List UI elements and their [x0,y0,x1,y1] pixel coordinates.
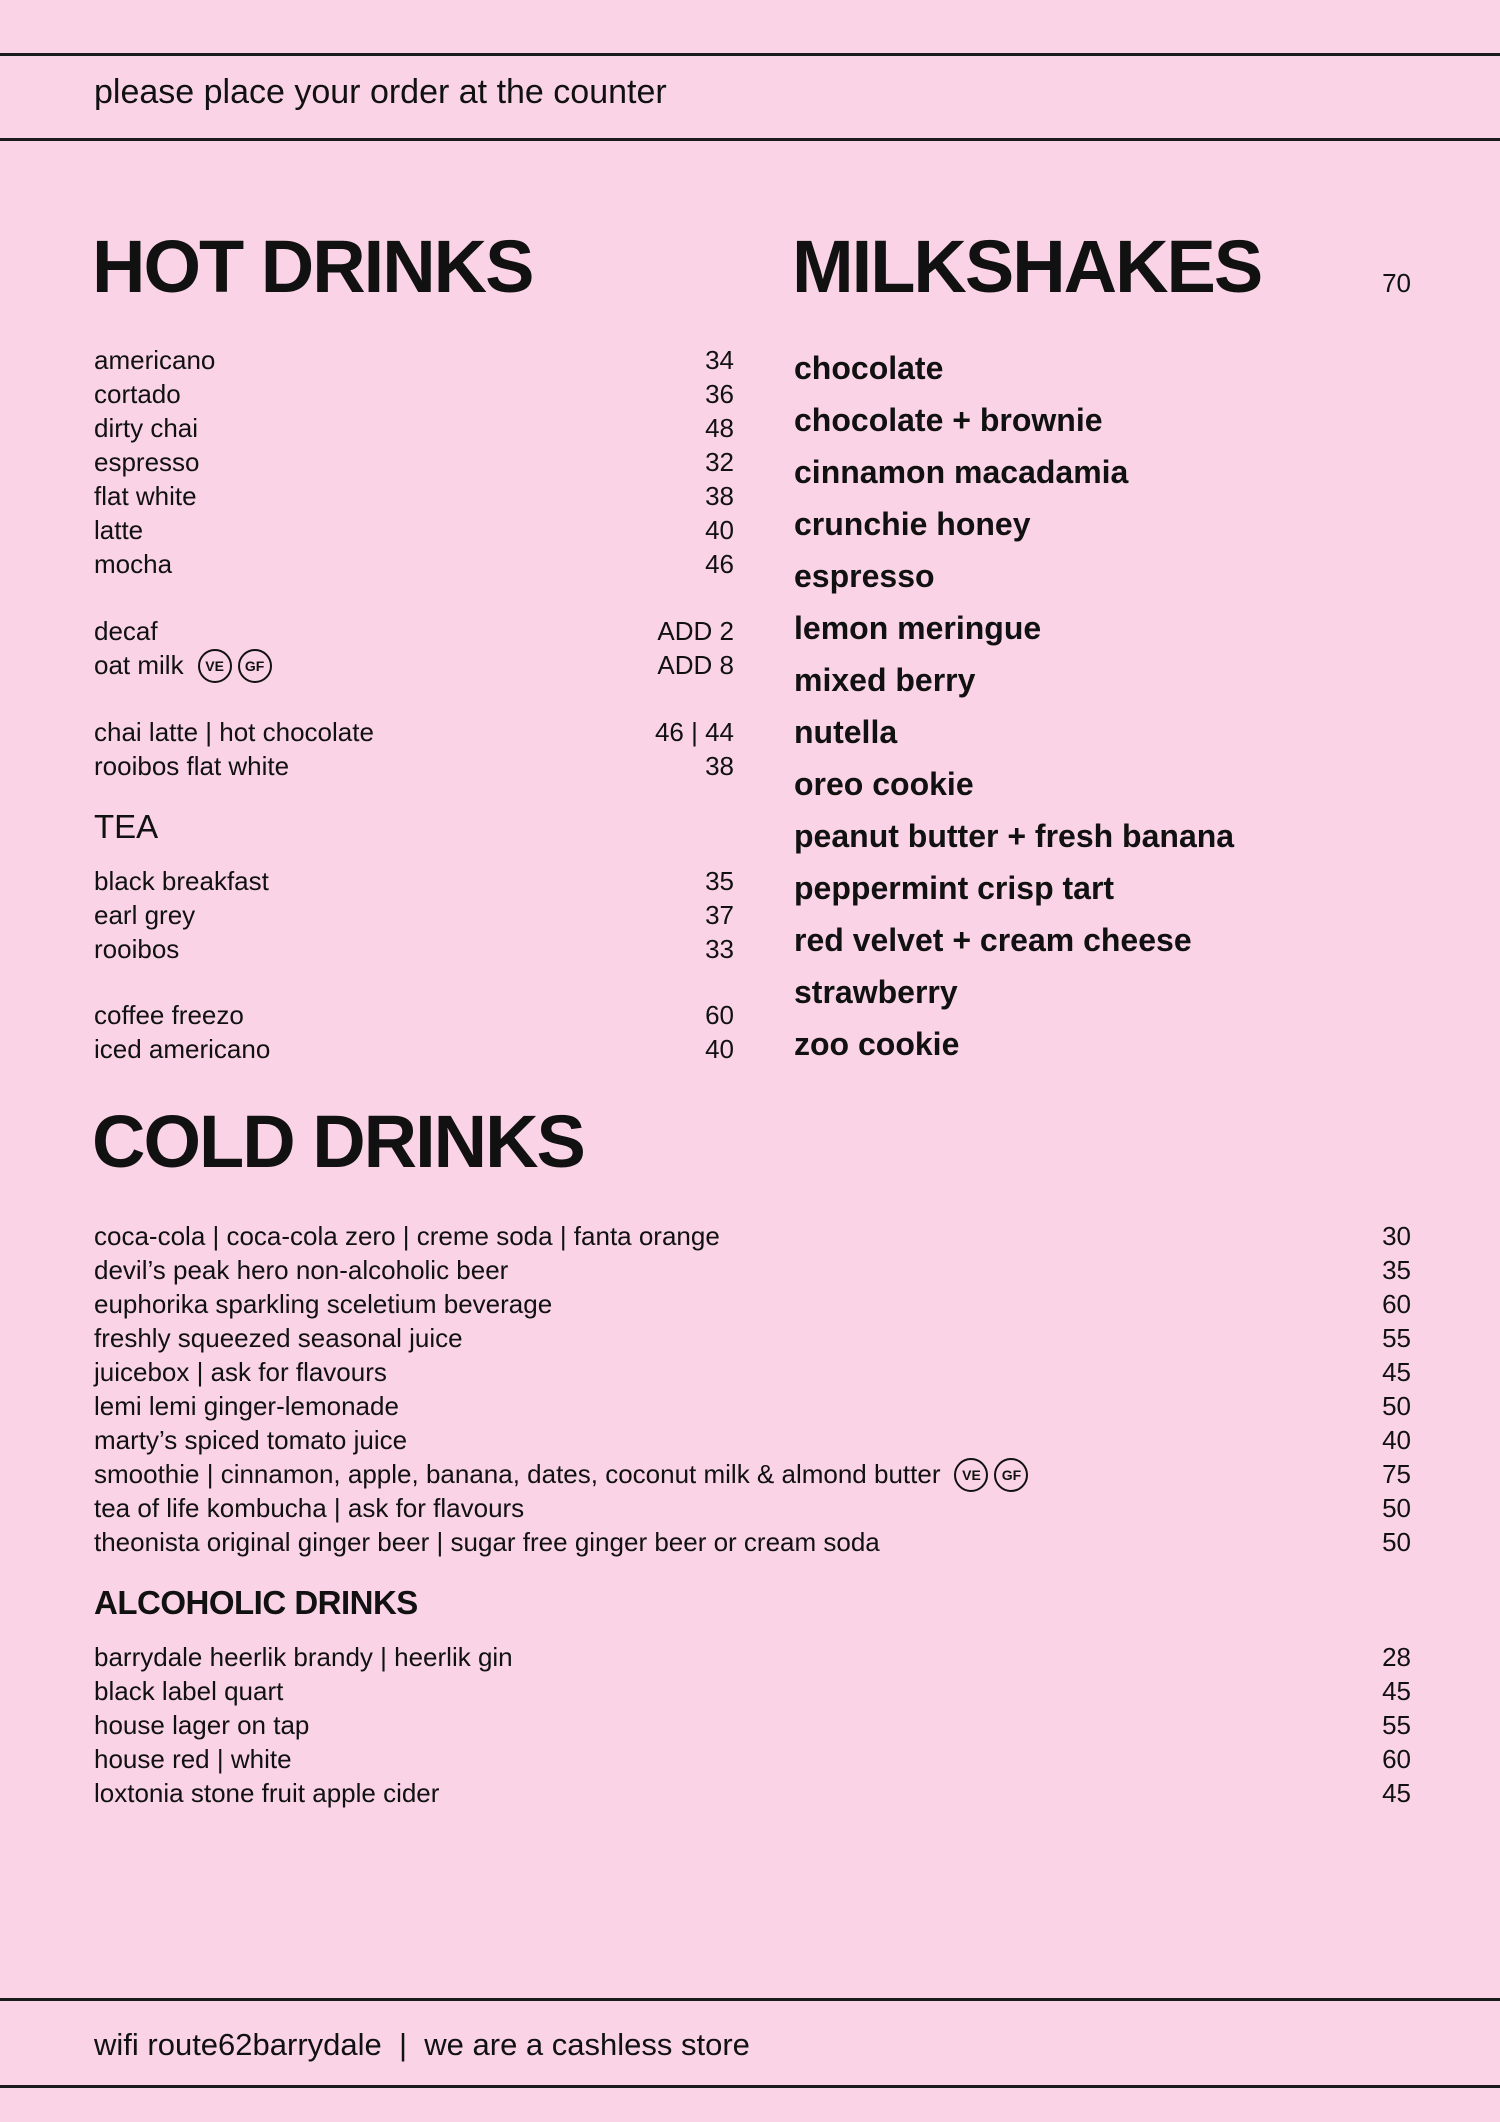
tea-title: TEA [94,808,159,845]
menu-item: cortado 36 [94,379,734,409]
header-bottom-rule [0,138,1500,141]
footer-bottom-rule [0,2085,1500,2088]
menu-item: flat white 38 [94,481,734,511]
menu-item: barrydale heerlik brandy | heerlik gin 28 [94,1642,1411,1672]
menu-item: rooibos flat white 38 [94,751,734,781]
milkshake-item: crunchie honey [794,506,1031,542]
footer-top-rule [0,1998,1500,2001]
top-rule [0,53,1500,56]
milkshake-item: nutella [794,714,898,750]
menu-item: house lager on tap 55 [94,1710,1411,1740]
menu-item: latte 40 [94,515,734,545]
menu-item: devil’s peak hero non-alcoholic beer 35 [94,1255,1411,1285]
menu-item: theonista original ginger beer | sugar free ginger beer or cream soda 50 [94,1527,1411,1557]
menu-item: rooibos 33 [94,934,734,964]
menu-item: black label quart 45 [94,1676,1411,1706]
menu-item: chai latte | hot chocolate 46 | 44 [94,717,734,747]
milkshake-item: zoo cookie [794,1026,960,1062]
milkshakes-title: MILKSHAKES [792,225,1262,308]
alcoholic-drinks-title: ALCOHOLIC DRINKS [94,1584,418,1621]
hot-drinks-title: HOT DRINKS [92,225,533,308]
menu-item: tea of life kombucha | ask for flavours 50 [94,1493,1411,1523]
order-banner: please place your order at the counter [94,73,667,111]
menu-item: black breakfast 35 [94,866,734,896]
menu-item: loxtonia stone fruit apple cider 45 [94,1778,1411,1808]
milkshake-item: chocolate [794,350,944,386]
gluten-free-badge-icon: GF [238,649,272,683]
menu-item: juicebox | ask for flavours 45 [94,1357,1411,1387]
milkshake-item: espresso [794,558,935,594]
menu-item: smoothie | cinnamon, apple, banana, dates, coconut milk & almond butter VE GF 75 [94,1457,1411,1491]
menu-extra: oat milk VE GF ADD 8 [94,648,734,682]
milkshake-item: oreo cookie [794,766,974,802]
gluten-free-badge-icon: GF [994,1458,1028,1492]
milkshake-item: mixed berry [794,662,976,698]
milkshake-item: peppermint crisp tart [794,870,1115,906]
menu-item: iced americano 40 [94,1034,734,1064]
milkshake-item: red velvet + cream cheese [794,922,1192,958]
menu-extra: decaf ADD 2 [94,616,734,646]
menu-item: earl grey 37 [94,900,734,930]
milkshake-item: lemon meringue [794,610,1042,646]
vegan-badge-icon: VE [198,649,232,683]
cold-drinks-title: COLD DRINKS [92,1100,584,1183]
menu-item: dirty chai 48 [94,413,734,443]
menu-item: marty’s spiced tomato juice 40 [94,1425,1411,1455]
menu-item: house red | white 60 [94,1744,1411,1774]
menu-item: americano 34 [94,345,734,375]
milkshake-item: cinnamon macadamia [794,454,1129,490]
menu-item: coffee freezo 60 [94,1000,734,1030]
menu-item: coca-cola | coca-cola zero | creme soda | fanta orange 30 [94,1221,1411,1251]
menu-item: euphorika sparkling sceletium beverage 60 [94,1289,1411,1319]
milkshake-item: peanut butter + fresh banana [794,818,1235,854]
milkshake-item: strawberry [794,974,958,1010]
footer-info: wifi route62barrydale | we are a cashless store [94,2027,750,2062]
vegan-badge-icon: VE [954,1458,988,1492]
menu-item: freshly squeezed seasonal juice 55 [94,1323,1411,1353]
milkshake-item: chocolate + brownie [794,402,1103,438]
milkshakes-price: 70 [1382,268,1411,298]
menu-item: espresso 32 [94,447,734,477]
menu-item: lemi lemi ginger-lemonade 50 [94,1391,1411,1421]
menu-item: mocha 46 [94,549,734,579]
